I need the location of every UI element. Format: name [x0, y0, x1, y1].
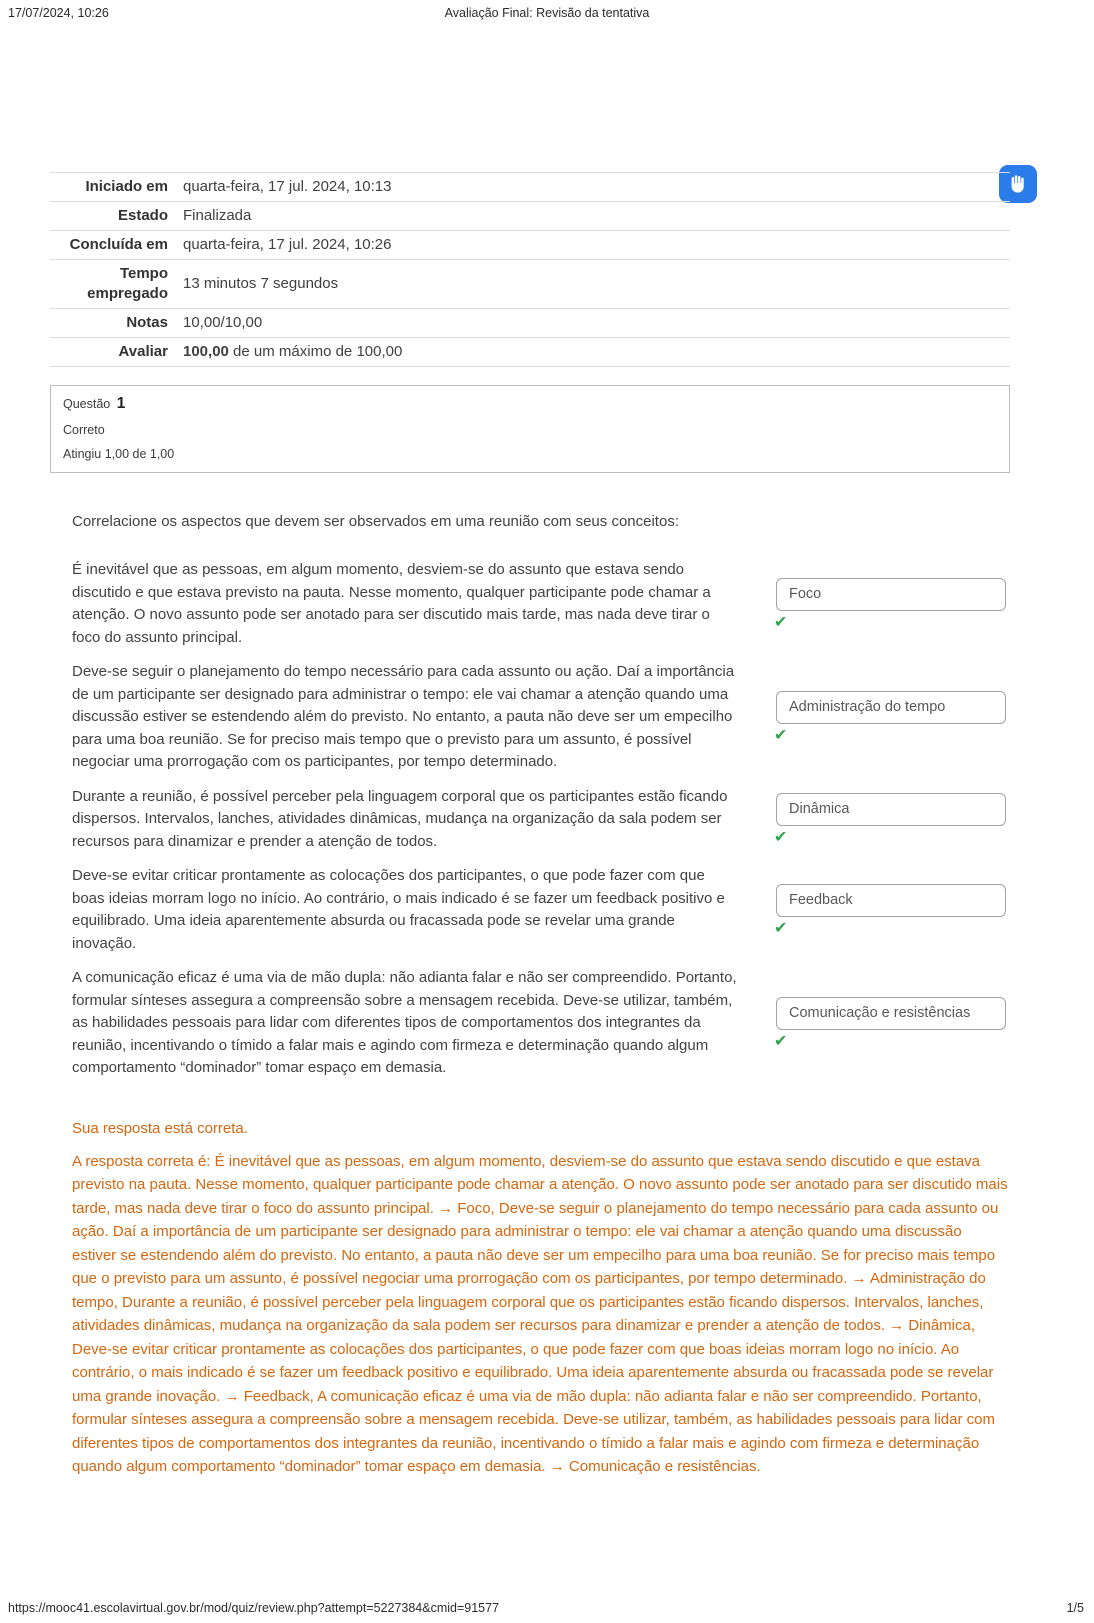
summary-row-state — [50, 202, 1010, 231]
summary-value: 10,00/10,00 — [183, 314, 263, 331]
answer-select-feedback[interactable] — [776, 884, 1006, 917]
question-grade: Atingiu 1,00 de 1,00 — [63, 447, 175, 461]
match-item-text: Deve-se evitar criticar prontamente as colocações dos participantes, o que pode fazer com que boas ideias morram logo no início. Ao contrário, o mais indicado é se fazer um feedback positivo e equilibrado. Uma ideia aparentemente absurda ou fracassada pode se revelar uma grande inovação. — [72, 867, 725, 952]
match-item — [72, 786, 1010, 854]
summary-label: Avaliar — [118, 343, 168, 360]
summary-row-started — [50, 173, 1010, 202]
question-status: Correto — [63, 423, 105, 437]
correct-check-icon: ✔ — [774, 726, 788, 744]
answer-select-value: Foco — [789, 586, 822, 602]
summary-row-grade — [50, 338, 1010, 367]
print-title: Avaliação Final: Revisão da tentativa — [444, 6, 650, 20]
match-item-answer — [776, 691, 1010, 744]
match-item-answer — [776, 997, 1010, 1050]
match-item — [72, 865, 1010, 955]
answer-select-value: Administração do tempo — [789, 699, 946, 716]
question-number — [63, 395, 997, 413]
summary-row-time-taken — [50, 260, 1010, 309]
footer-page-number: 1/5 — [1066, 1601, 1084, 1615]
match-item-answer — [776, 793, 1010, 846]
match-item-text: A comunicação eficaz é uma via de mão dupla: não adianta falar e não ser compreendido. Portanto, formular sínteses assegura a compreensão sobre a mensagem recebida. Deve-se utilizar, também, as habilidades pessoais para lidar com diferentes tipos de comportamentos dos integrantes da reunião, incentivando o tímido a falar mais e agindo com firmeza e determinação quando algum comportamento “dominador” tomar espaço em demasia. — [72, 969, 737, 1076]
correct-check-icon: ✔ — [774, 828, 788, 846]
summary-value: quarta-feira, 17 jul. 2024, 10:26 — [183, 236, 392, 253]
match-item — [72, 967, 1010, 1080]
answer-select-foco[interactable] — [776, 578, 1006, 611]
print-footer — [8, 1601, 1084, 1615]
summary-value: 13 minutos 7 segundos — [183, 275, 339, 292]
attempt-summary-table — [50, 172, 1010, 367]
question-info-box — [50, 385, 1010, 473]
question-number-value: 1 — [116, 395, 126, 412]
match-item-text: Deve-se seguir o planejamento do tempo necessário para cada assunto ou ação. Daí a importância de um participante ser designado para administrar o tempo: ele vai chamar a atenção quando uma discussão estiver se estendendo além do previsto. No entanto, a pauta não deve ser um empecilho para uma boa reunião. Se for preciso mais tempo que o previsto para um assunto, é possível negociar uma prorrogação com os participantes, por tempo determinado. — [72, 663, 735, 770]
summary-value: quarta-feira, 17 jul. 2024, 10:13 — [183, 178, 392, 195]
feedback-full-answer: A resposta correta é: É inevitável que as pessoas, em algum momento, desviem-se do assunto que estava sendo discutido e que estava previsto na pauta. Nesse momento, qualquer participante pode chamar a atenção. O novo assunto pode ser anotado para ser discutido mais tarde, mas nada deve tirar o foco do assunto principal. → Foco, Deve-se seguir o planejamento do tempo necessário para cada assunto ou ação. Daí a importância de um participante ser designado para administrar o tempo: ele vai chamar a atenção quando uma discussão estiver se estendendo além do previsto. No entanto, a pauta não deve ser um empecilho para uma boa reunião. Se for preciso mais tempo que o previsto para um assunto, é possível negociar uma prorrogação com os participantes, por tempo determinado. → Administração do tempo, Durante a reunião, é possível perceber pela linguagem corporal que os participantes estão ficando dispersos. Intervalos, lanches, atividades dinâmicas, mudança na organização da sala podem ser recursos para dinamizar e prender a atenção de todos. → Dinâmica, Deve-se evitar criticar prontamente as colocações dos participantes, o que pode fazer com que boas ideias morram logo no início. Ao contrário, o mais indicado é se fazer um feedback positivo e equilibrado. Uma ideia aparentemente absurda ou fracassada pode se revelar uma grande inovação. → Feedback, A comunicação eficaz é uma via de mão dupla: não adianta falar e não ser compreendido. Portanto, formular sínteses assegura a compreensão sobre a mensagem recebida. Deve-se utilizar, também, as habilidades pessoais para lidar com diferentes tipos de comportamentos dos integrantes da reunião, incentivando o tímido a falar mais e agindo com firmeza e determinação quando algum comportamento “dominador” tomar espaço em demasia. → Comunicação e resistências. — [72, 1152, 1008, 1475]
feedback-correct-line: Sua resposta está correta. — [72, 1119, 248, 1137]
print-header — [8, 6, 1086, 24]
summary-label: Concluída em — [69, 236, 168, 253]
question-body — [50, 511, 1010, 1479]
summary-row-marks — [50, 309, 1010, 338]
summary-label: Estado — [117, 207, 168, 224]
answer-select-dinamica[interactable] — [776, 793, 1006, 826]
match-item — [72, 661, 1010, 774]
match-item — [72, 559, 1010, 649]
footer-url: https://mooc41.escolavirtual.gov.br/mod/quiz/review.php?attempt=5227384&cmid=91577 — [8, 1601, 500, 1615]
match-item-text: Durante a reunião, é possível perceber pela linguagem corporal que os participantes estão ficando dispersos. Intervalos, lanches, atividades dinâmicas, mudança na organização da sala podem ser recursos para dinamizar e prender a atenção de todos. — [72, 787, 728, 850]
summary-row-completed — [50, 231, 1010, 260]
correct-check-icon: ✔ — [774, 919, 788, 937]
summary-label: Notas — [126, 314, 168, 331]
match-item-answer — [776, 884, 1010, 937]
match-item-text: É inevitável que as pessoas, em algum momento, desviem-se do assunto que estava sendo discutido e que estava previsto na pauta. Nesse momento, qualquer participante pode chamar a atenção. O novo assunto pode ser anotado para ser discutido mais tarde, mas nada deve tirar o foco do assunto principal. — [72, 561, 711, 646]
answer-select-comunicacao-e-resistencias[interactable] — [776, 997, 1006, 1030]
grade-value-bold: 100,00 — [183, 343, 229, 360]
grade-value-rest: de um máximo de 100,00 — [228, 343, 403, 360]
summary-value: Finalizada — [183, 207, 252, 224]
question-number-label: Questão — [63, 397, 111, 411]
print-datetime: 17/07/2024, 10:26 — [8, 6, 109, 20]
answer-select-value: Comunicação e resistências — [789, 1005, 971, 1022]
summary-label: Tempo empregado — [87, 265, 168, 302]
answer-select-value: Feedback — [789, 892, 853, 908]
correct-check-icon: ✔ — [774, 613, 788, 631]
main-content — [50, 172, 1010, 1479]
match-item-answer — [776, 578, 1010, 631]
answer-select-administracao-do-tempo[interactable] — [776, 691, 1006, 724]
correct-check-icon: ✔ — [774, 1032, 788, 1050]
question-prompt: Correlacione os aspectos que devem ser observados em uma reunião com seus conceitos: — [72, 513, 679, 530]
summary-value — [183, 338, 1010, 367]
answer-select-value: Dinâmica — [789, 801, 850, 818]
summary-label: Iniciado em — [85, 178, 168, 195]
